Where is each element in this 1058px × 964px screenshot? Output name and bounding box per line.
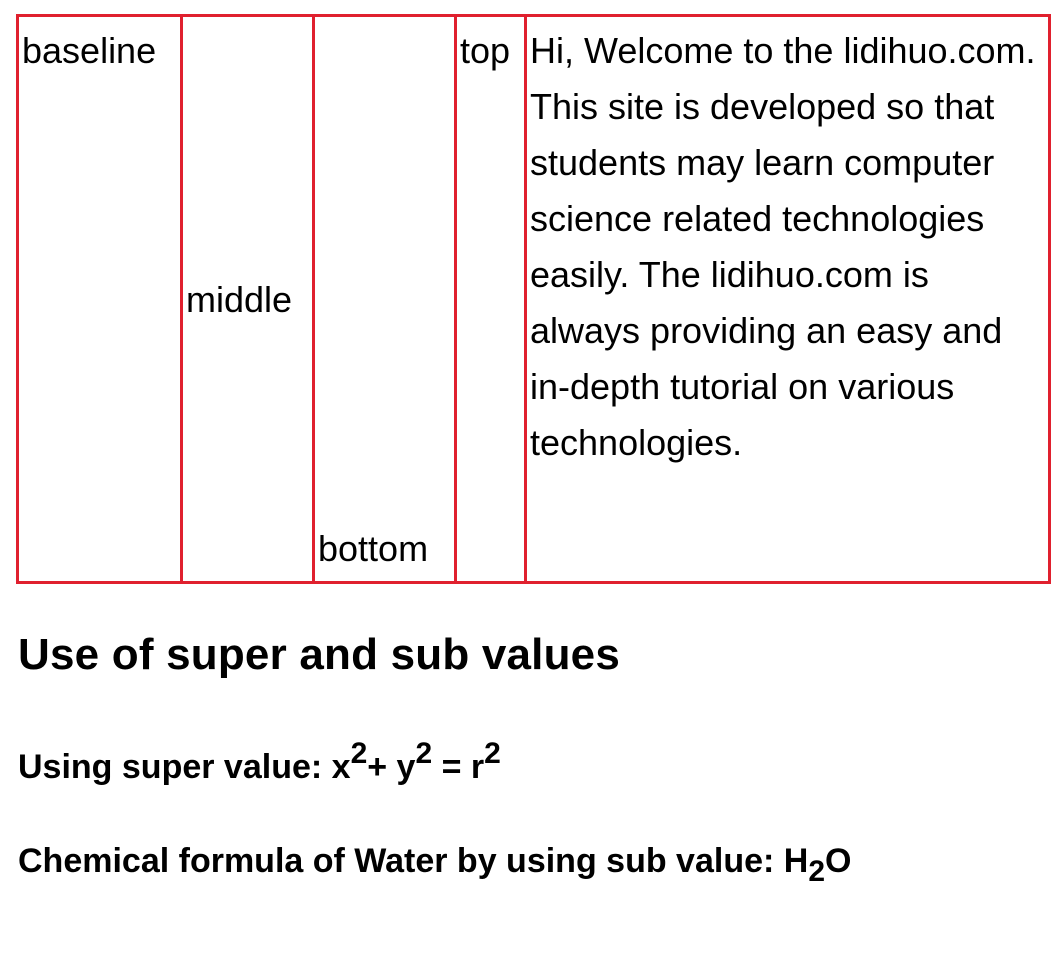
- sub-value-line: [18, 842, 852, 888]
- superscript-y: 2: [415, 737, 433, 770]
- cell-paragraph: Hi, Welcome to the lidihuo.com. This site is developed so that students may learn computer science related technologies easily. The lidihuo.com is always providing an easy and in-depth tutorial on various technologies.: [526, 16, 1050, 583]
- cell-baseline: baseline: [18, 16, 182, 583]
- section-heading: Use of super and sub values: [18, 630, 621, 679]
- cell-bottom: bottom: [314, 16, 456, 583]
- subscript-h: 2: [808, 855, 826, 888]
- formula-equals-r: = r: [432, 748, 485, 786]
- superscript-x: 2: [350, 737, 368, 770]
- superscript-r: 2: [484, 737, 501, 770]
- formula-plus-y: + y: [367, 748, 416, 786]
- vertical-align-table: [16, 14, 1051, 584]
- super-value-line: [18, 737, 501, 787]
- formula-x: x: [331, 748, 351, 786]
- formula-o: O: [825, 842, 852, 880]
- cell-top: top: [456, 16, 526, 583]
- sub-value-label: Chemical formula of Water by using sub value:: [18, 842, 784, 880]
- formula-h: H: [783, 842, 809, 880]
- super-value-label: Using super value:: [18, 748, 332, 786]
- table-row: [18, 16, 1050, 583]
- cell-middle: middle: [182, 16, 314, 583]
